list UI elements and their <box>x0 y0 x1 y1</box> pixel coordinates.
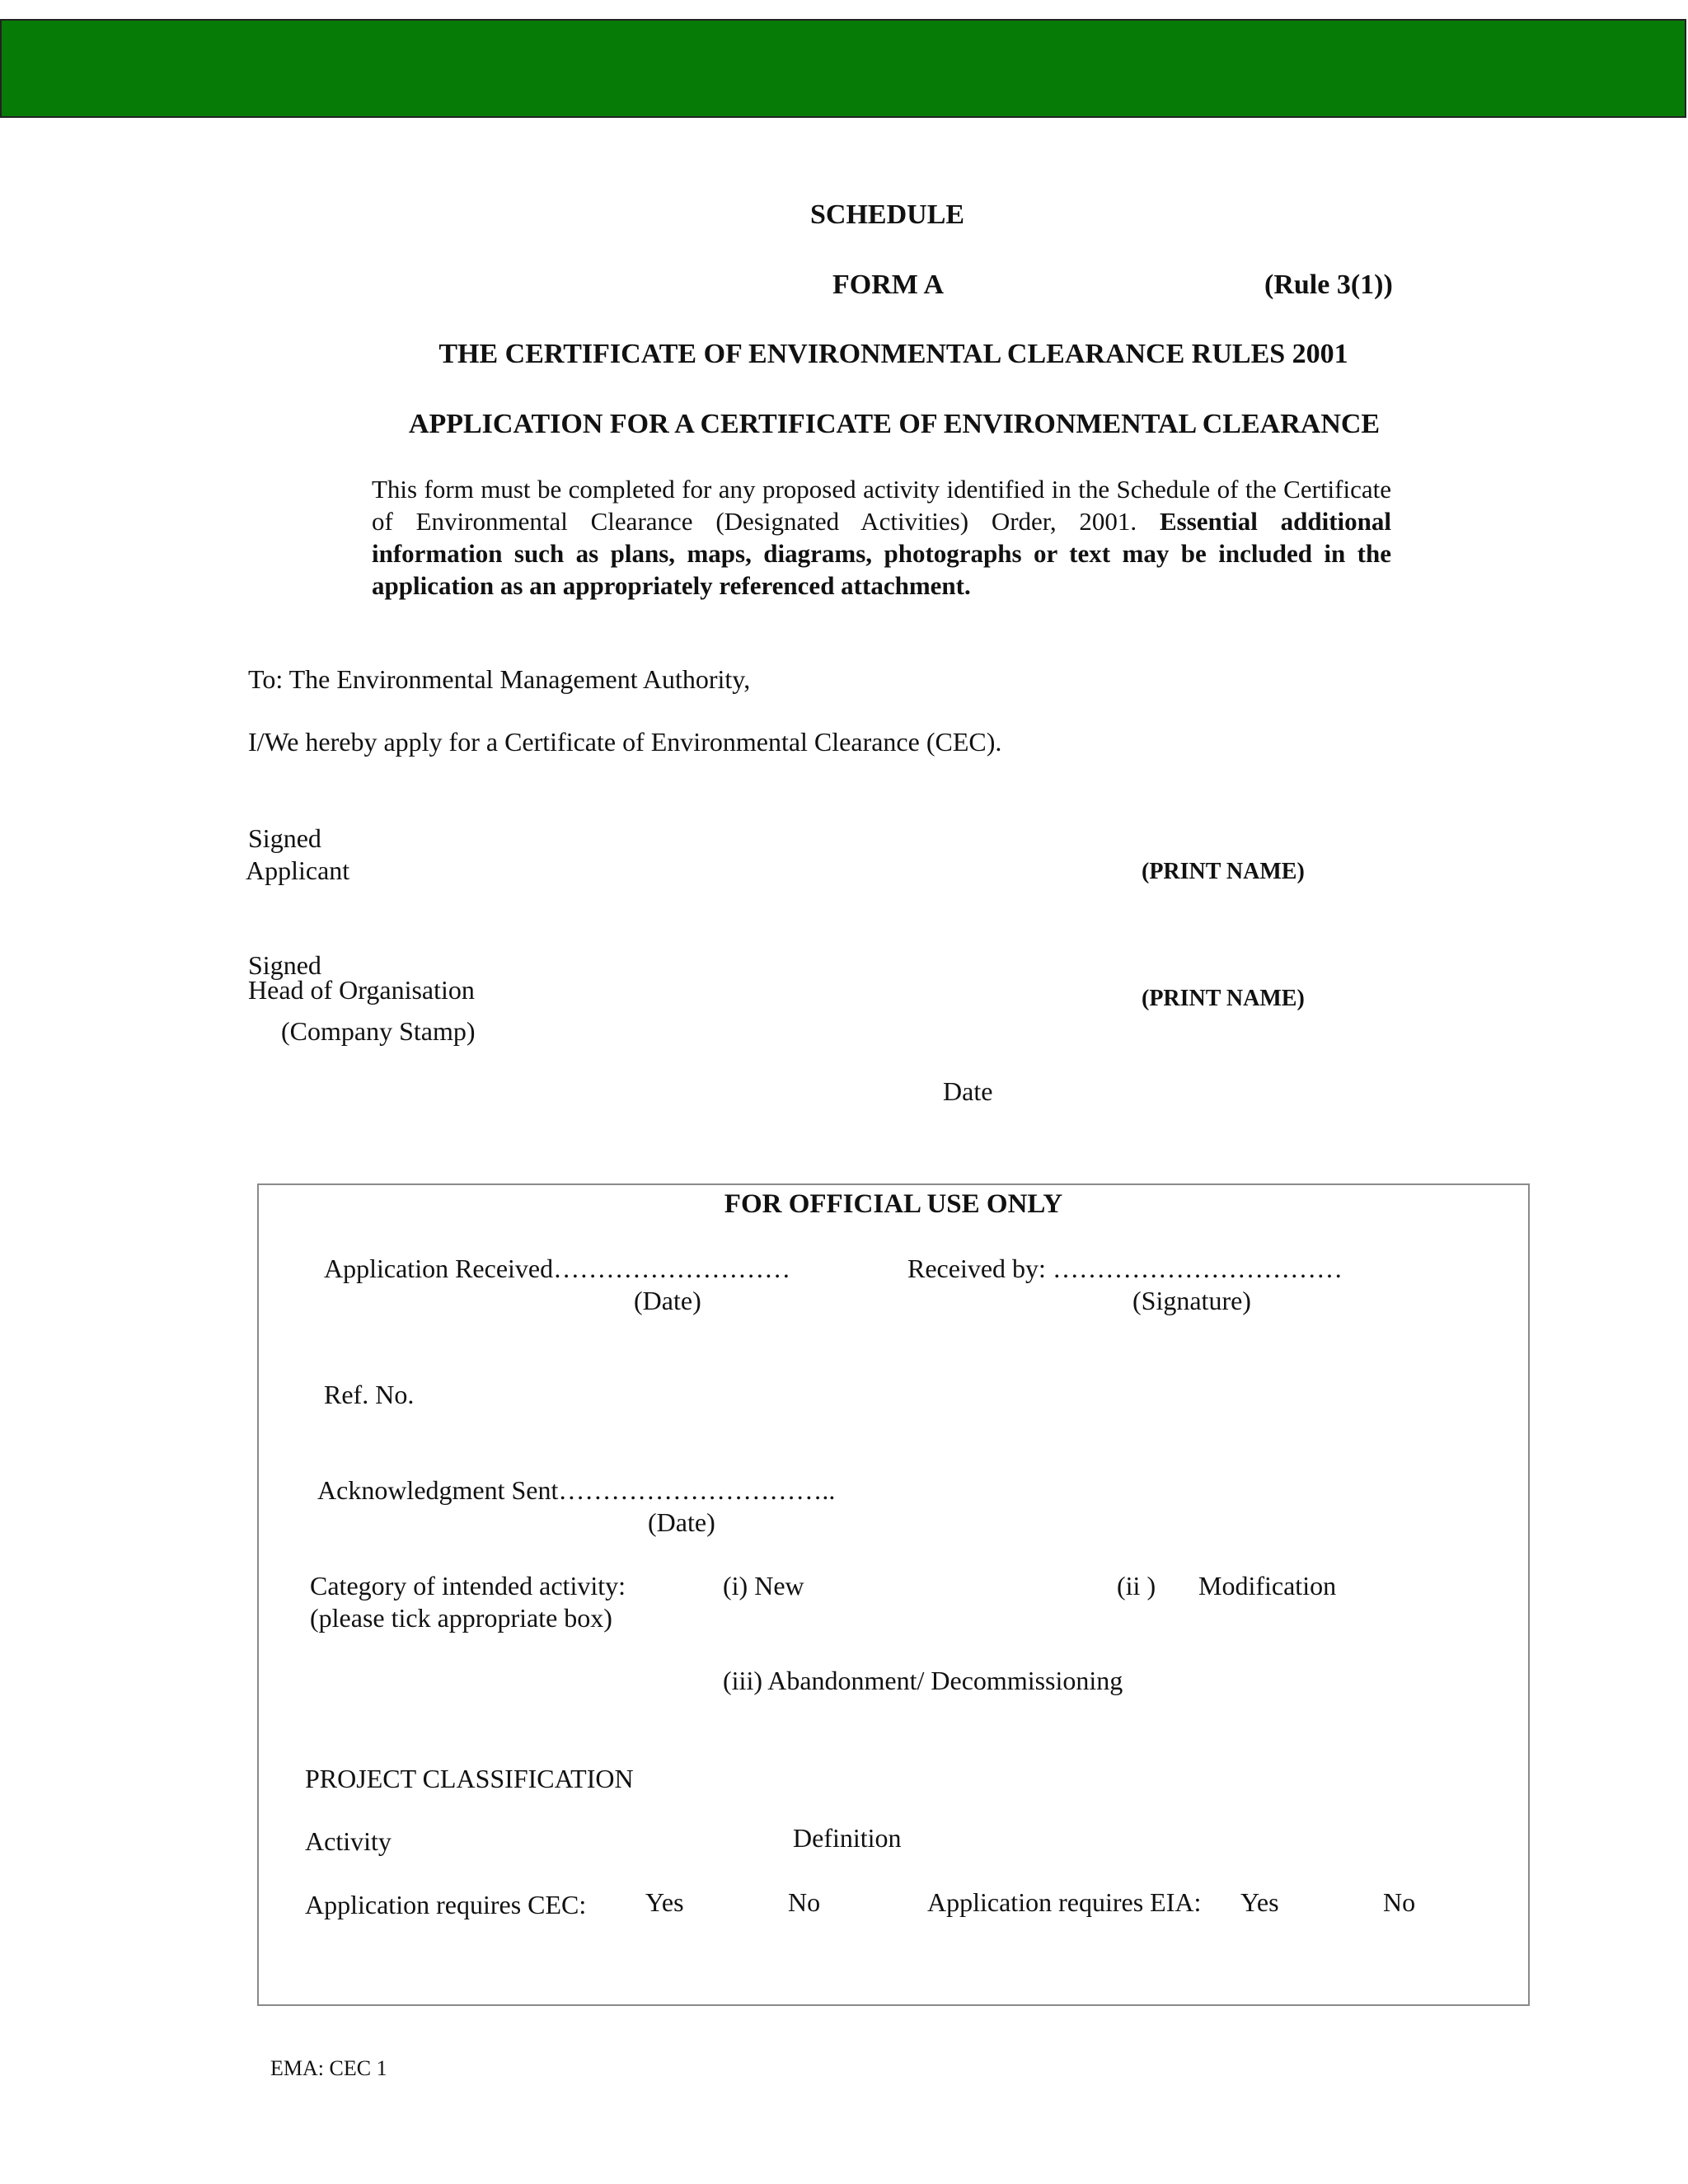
application-title: APPLICATION FOR A CERTIFICATE OF ENVIRONMENTAL CLEARANCE <box>408 409 1381 439</box>
option-new: (i) New <box>723 1571 804 1601</box>
head-of-organisation-label: Head of Organisation <box>248 975 475 1005</box>
application-received-date-caption: (Date) <box>634 1286 701 1315</box>
signature-caption: (Signature) <box>1132 1286 1251 1315</box>
head-signed-label: Signed <box>248 950 321 980</box>
official-use-title: FOR OFFICIAL USE ONLY <box>724 1189 1063 1219</box>
category-label: Category of intended activity: <box>310 1571 626 1601</box>
form-heading: FORM A <box>832 269 945 300</box>
intro-paragraph <box>372 473 1391 602</box>
company-stamp-label: (Company Stamp) <box>281 1016 476 1046</box>
acknowledgment-date-caption: (Date) <box>648 1507 715 1537</box>
eia-no: No <box>1383 1887 1416 1917</box>
option-modification: Modification <box>1198 1571 1337 1601</box>
schedule-heading: SCHEDULE <box>810 199 965 230</box>
rules-title: THE CERTIFICATE OF ENVIRONMENTAL CLEARANCE RULES 2001 <box>438 339 1348 369</box>
received-by-field: Received by: …………………………… <box>907 1254 1343 1283</box>
project-classification-heading: PROJECT CLASSIFICATION <box>305 1764 634 1793</box>
category-hint: (please tick appropriate box) <box>310 1603 612 1633</box>
applicant-signed-label: Signed <box>248 823 321 853</box>
intro-bold-text: Essential additional information such as plans, maps, diagrams, photographs or text may be included in the application as an appropriately referenced attachment. <box>372 507 1391 600</box>
cec-no: No <box>788 1887 821 1917</box>
eia-yes: Yes <box>1240 1887 1279 1917</box>
rule-reference: (Rule 3(1)) <box>1264 269 1393 300</box>
cec-requirement-label: Application requires CEC: <box>305 1890 587 1919</box>
definition-label: Definition <box>793 1823 902 1853</box>
header-banner <box>0 19 1686 118</box>
declaration-line: I/We hereby apply for a Certificate of Environmental Clearance (CEC). <box>248 727 1002 757</box>
eia-requirement-label: Application requires EIA: <box>927 1887 1202 1917</box>
applicant-print-name: (PRINT NAME) <box>1142 859 1305 884</box>
head-print-name: (PRINT NAME) <box>1142 986 1305 1011</box>
option-abandonment: (iii) Abandonment/ Decommissioning <box>723 1666 1123 1695</box>
applicant-label: Applicant <box>246 855 350 885</box>
addressee-line: To: The Environmental Management Authority, <box>248 664 751 694</box>
activity-label: Activity <box>305 1826 392 1856</box>
intro-normal-text: This form must be completed for any proposed activity identified in the Schedule of the Certificate of Environmental Clearance (Designated Activities) Order, 2001. <box>372 475 1391 536</box>
cec-yes: Yes <box>645 1887 684 1917</box>
option-modification-number: (ii ) <box>1117 1571 1156 1601</box>
ref-no-label: Ref. No. <box>324 1380 415 1409</box>
acknowledgment-sent-field: Acknowledgment Sent………………………….. <box>317 1475 836 1505</box>
application-received-field: Application Received……………………… <box>324 1254 791 1283</box>
date-label: Date <box>943 1076 993 1106</box>
form-code: EMA: CEC 1 <box>270 2056 387 2080</box>
